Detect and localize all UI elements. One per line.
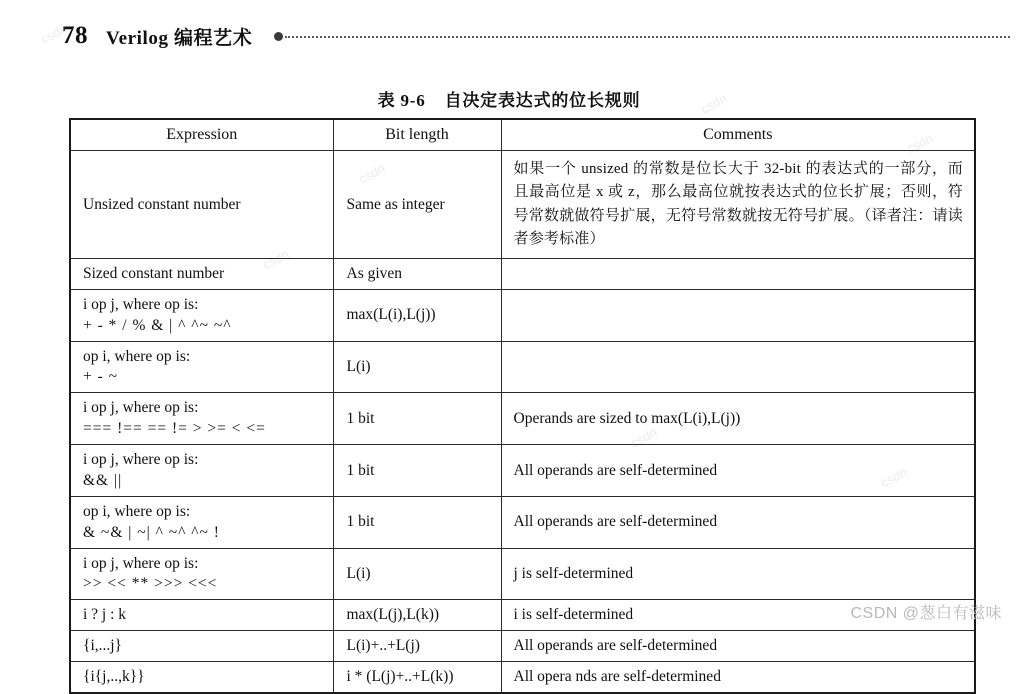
- bit-length-value: 1 bit: [346, 513, 375, 531]
- comments-text: j is self-determined: [513, 565, 634, 583]
- cell-comments: [501, 496, 975, 548]
- bit-length-value: 1 bit: [346, 409, 375, 427]
- bit-length-value: As given: [346, 265, 403, 282]
- cell-comments: [501, 290, 975, 342]
- cell-bit-length: [333, 631, 501, 662]
- cell-bit-length: [333, 393, 501, 445]
- running-header: [0, 18, 1018, 54]
- cell-comments: [501, 259, 975, 290]
- column-header-bit-length: Bit length: [333, 119, 501, 151]
- table-row: [70, 445, 975, 497]
- comments-text: [502, 310, 975, 320]
- comments-text: All operands are self-determined: [513, 637, 718, 655]
- cell-comments: [501, 393, 975, 445]
- cell-expression: [70, 631, 333, 662]
- expression-line-1: Sized constant number: [83, 265, 225, 283]
- expression-operators: & ~& | ~| ^ ~^ ^~ !: [83, 523, 220, 541]
- expression-line-1: i op j, where op is:: [83, 554, 199, 572]
- expression-line-1: i op j, where op is:: [83, 296, 199, 313]
- bullet-dot-icon: [274, 32, 283, 41]
- bit-length-value: max(L(i),L(j)): [346, 306, 436, 324]
- cell-bit-length: [333, 290, 501, 342]
- comments-text: All opera nds are self-determined: [513, 668, 721, 686]
- expression-operators: && ||: [83, 472, 123, 490]
- comments-text: All operands are self-determined: [513, 461, 718, 479]
- table-row: [70, 548, 975, 600]
- table-body: [70, 151, 975, 694]
- cell-expression: [70, 496, 333, 548]
- cell-expression: [70, 341, 333, 393]
- cell-expression: [70, 600, 333, 631]
- table-row: [70, 662, 975, 693]
- expression-line-1: op i, where op is:: [83, 347, 191, 365]
- comments-text: [502, 269, 975, 279]
- cell-bit-length: [333, 151, 501, 259]
- scan-watermark: csdn: [38, 20, 70, 47]
- bit-length-value: 1 bit: [346, 461, 375, 479]
- table-row: [70, 151, 975, 259]
- cell-comments: [501, 631, 975, 662]
- comments-text: Operands are sized to max(L(i),L(j)): [513, 409, 741, 427]
- table-header-row: [70, 119, 975, 151]
- cell-bit-length: [333, 548, 501, 600]
- cell-comments: [501, 662, 975, 693]
- expression-line-1: i op j, where op is:: [83, 451, 199, 469]
- cell-comments: [501, 341, 975, 393]
- table-row: [70, 496, 975, 548]
- cell-bit-length: [333, 496, 501, 548]
- expression-line-1: Unsized constant number: [83, 195, 241, 213]
- csdn-watermark: CSDN @葱白有滋味: [850, 605, 1002, 622]
- table-row: [70, 259, 975, 290]
- bit-length-value: max(L(j),L(k)): [346, 606, 440, 624]
- dotted-rule-icon: [285, 36, 1010, 38]
- bit-length-value: L(i)+..+L(j): [346, 637, 420, 655]
- expression-line-1: i ? j : k: [83, 606, 127, 624]
- comments-text: [502, 362, 975, 372]
- bit-length-value: L(i): [346, 357, 371, 375]
- table-row: [70, 341, 975, 393]
- table-caption-number: 表 9-6: [377, 91, 426, 110]
- cell-comments: [501, 151, 975, 259]
- expression-line-1: {i{j,..,k}}: [83, 668, 145, 686]
- cell-expression: [70, 259, 333, 290]
- bit-length-value: Same as integer: [346, 195, 445, 213]
- bit-length-value: i * (L(j)+..+L(k)): [346, 668, 454, 686]
- cell-bit-length: [333, 662, 501, 693]
- expression-line-1: op i, where op is:: [83, 502, 191, 520]
- cell-expression: [70, 393, 333, 445]
- expression-line-1: i op j, where op is:: [83, 399, 199, 417]
- expression-operators: + - * / % & | ^ ^~ ~^: [83, 316, 232, 334]
- book-title: Verilog 编程艺术: [106, 27, 253, 49]
- table-row: [70, 393, 975, 445]
- column-header-expression: Expression: [70, 119, 333, 151]
- table-caption: [0, 86, 1018, 111]
- page-number: 78: [62, 22, 88, 49]
- expression-operators: >> << ** >>> <<<: [83, 575, 218, 593]
- table-row: [70, 290, 975, 342]
- comments-text: i is self-determined: [513, 606, 634, 624]
- table-row: [70, 631, 975, 662]
- cell-bit-length: [333, 445, 501, 497]
- header-rule: [274, 29, 1010, 43]
- table-header: [70, 119, 975, 151]
- cell-comments: [501, 548, 975, 600]
- cell-bit-length: [333, 341, 501, 393]
- expression-operators: === !== == != > >= < <=: [83, 420, 266, 438]
- cell-bit-length: [333, 600, 501, 631]
- cell-expression: [70, 548, 333, 600]
- comments-text: All operands are self-determined: [513, 513, 718, 531]
- table-row: [70, 600, 975, 631]
- cell-expression: [70, 662, 333, 693]
- column-header-comments: Comments: [501, 119, 975, 151]
- table-caption-text: 自决定表达式的位长规则: [444, 91, 641, 110]
- cell-expression: [70, 290, 333, 342]
- cell-expression: [70, 445, 333, 497]
- expression-operators: + - ~: [83, 368, 119, 386]
- expression-line-1: {i,...j}: [83, 637, 122, 655]
- bit-length-rules-table: [69, 118, 976, 694]
- comments-text: 如果一个 unsized 的常数是位长大于 32-bit 的表达式的一部分，而且最高位是 x 或 z，那么最高位就按表达式的位长扩展；否则，符号常数就做符号扩展，无符号常数就按无符号扩展。（译者注：请读者参考标准）: [513, 161, 963, 247]
- cell-comments: [501, 445, 975, 497]
- cell-expression: [70, 151, 333, 259]
- bit-length-value: L(i): [346, 564, 371, 582]
- scan-watermark: csdn: [698, 90, 730, 117]
- cell-bit-length: [333, 259, 501, 290]
